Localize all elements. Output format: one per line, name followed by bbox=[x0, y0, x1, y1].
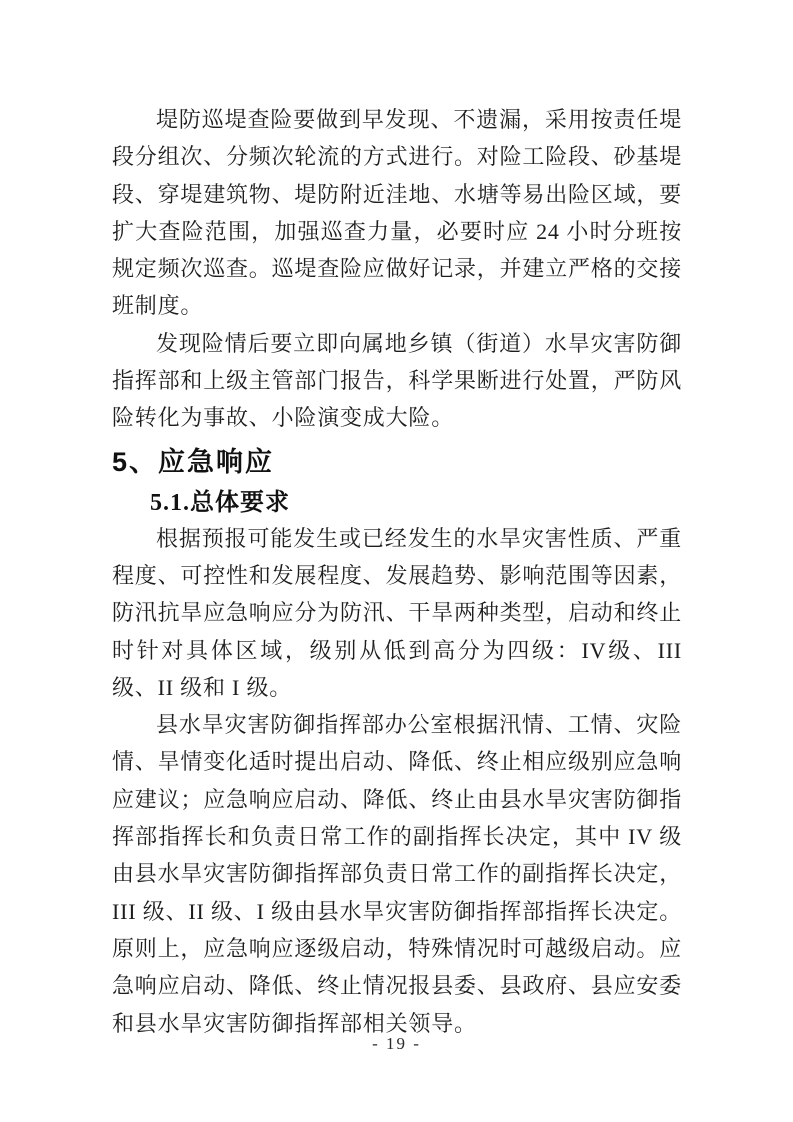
para-response-levels: 根据预报可能发生或已经发生的水旱灾害性质、严重程度、可控性和发展程度、发展趋势、影响范围等因素，防汛抗旱应急响应分为防汛、干旱两种类型，启动和终止时针对具体区域，级别从低到高分为四级：IV级、III 级、II 级和 I 级。 bbox=[112, 525, 683, 700]
section-5-heading: 5、应急响应 bbox=[112, 446, 275, 477]
section-5-1-heading: 5.1.总体要求 bbox=[150, 489, 290, 516]
document-body bbox=[112, 101, 682, 1042]
para-dike-patrol: 堤防巡堤查险要做到早发现、不遗漏，采用按责任堤段分组次、分频次轮流的方式进行。对险工险段、砂基堤段、穿堤建筑物、堤防附近洼地、水塘等易出险区域，要扩大查险范围，加强巡查力量，必要时应 24 小时分班按规定频次巡查。巡堤查险应做好记录，并建立严格的交接班制度。 bbox=[112, 107, 683, 319]
para-danger-report: 发现险情后要立即向属地乡镇（街道）水旱灾害防御指挥部和上级主管部门报告，科学果断进行处置，严防风险转化为事故、小险演变成大险。 bbox=[112, 330, 683, 431]
page-number: - 19 - bbox=[372, 1034, 421, 1053]
para-response-decision: 县水旱灾害防御指挥部办公室根据汛情、工情、灾险情、旱情变化适时提出启动、降低、终止相应级别应急响应建议；应急响应启动、降低、终止由县水旱灾害防御指挥部指挥长和负责日常工作的副指挥长决定，其中 IV 级由县水旱灾害防御指挥部负责日常工作的副指挥长决定，III 级、II 级、I 级由县水旱灾害防御指挥部指挥长决定。原则上，应急响应逐级启动，特殊情况时可越级启动。应急响应启动、降低、终止情况报县委、县政府、县应安委和县水旱灾害防御指挥部相关领导。 bbox=[112, 712, 683, 1036]
